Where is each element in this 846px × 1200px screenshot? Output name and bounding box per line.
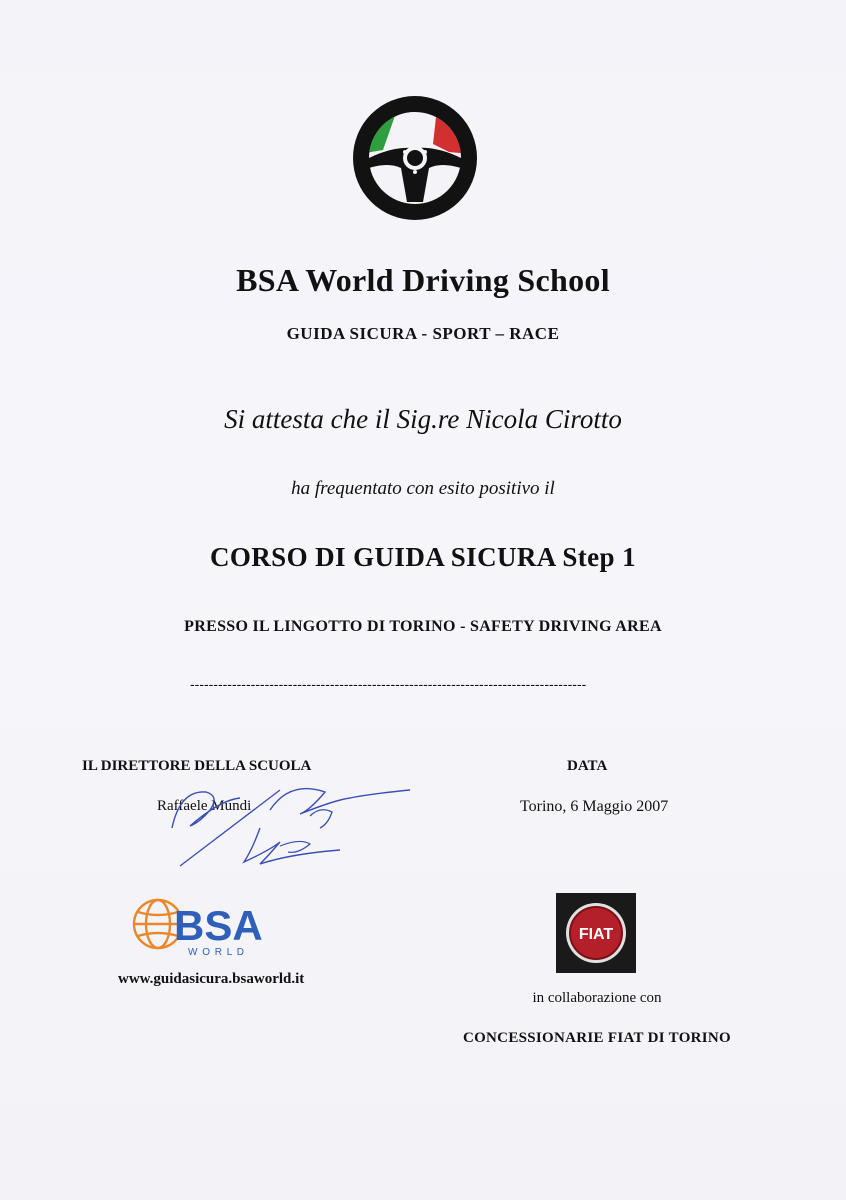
steering-wheel-logo <box>349 92 481 224</box>
bsa-world-logo <box>128 896 298 958</box>
date-value: Torino, 6 Maggio 2007 <box>520 798 669 815</box>
bsa-logo-text: BSA <box>174 902 263 949</box>
certificate-title: BSA World Driving School <box>236 262 610 298</box>
fiat-badge-icon <box>556 893 636 973</box>
certificate-subtitle: GUIDA SICURA - SPORT – RACE <box>286 324 560 343</box>
divider-line: ------------------------------------------------------------------------------------- <box>190 676 587 692</box>
date-label: DATA <box>567 758 608 774</box>
fiat-logo <box>556 893 636 973</box>
attended-line: ha frequentato con esito positivo il <box>291 478 555 499</box>
course-name: CORSO DI GUIDA SICURA Step 1 <box>209 542 637 572</box>
handwritten-signature <box>160 770 430 880</box>
director-name: Raffaele Mundi <box>157 798 252 814</box>
dealers-name: CONCESSIONARIE FIAT DI TORINO <box>462 1030 732 1046</box>
director-label: IL DIRETTORE DELLA SCUOLA <box>82 758 312 774</box>
bsa-logo-subtext: W O R L D <box>188 947 245 958</box>
fiat-logo-text: FIAT <box>578 926 614 943</box>
website-url[interactable]: www.guidasicura.bsaworld.it <box>118 971 305 987</box>
attest-line: Si attesta che il Sig.re Nicola Cirotto <box>224 404 622 434</box>
course-location: PRESSO IL LINGOTTO DI TORINO - SAFETY DRIVING AREA <box>184 618 662 635</box>
collaboration-text: in collaborazione con <box>532 990 662 1006</box>
